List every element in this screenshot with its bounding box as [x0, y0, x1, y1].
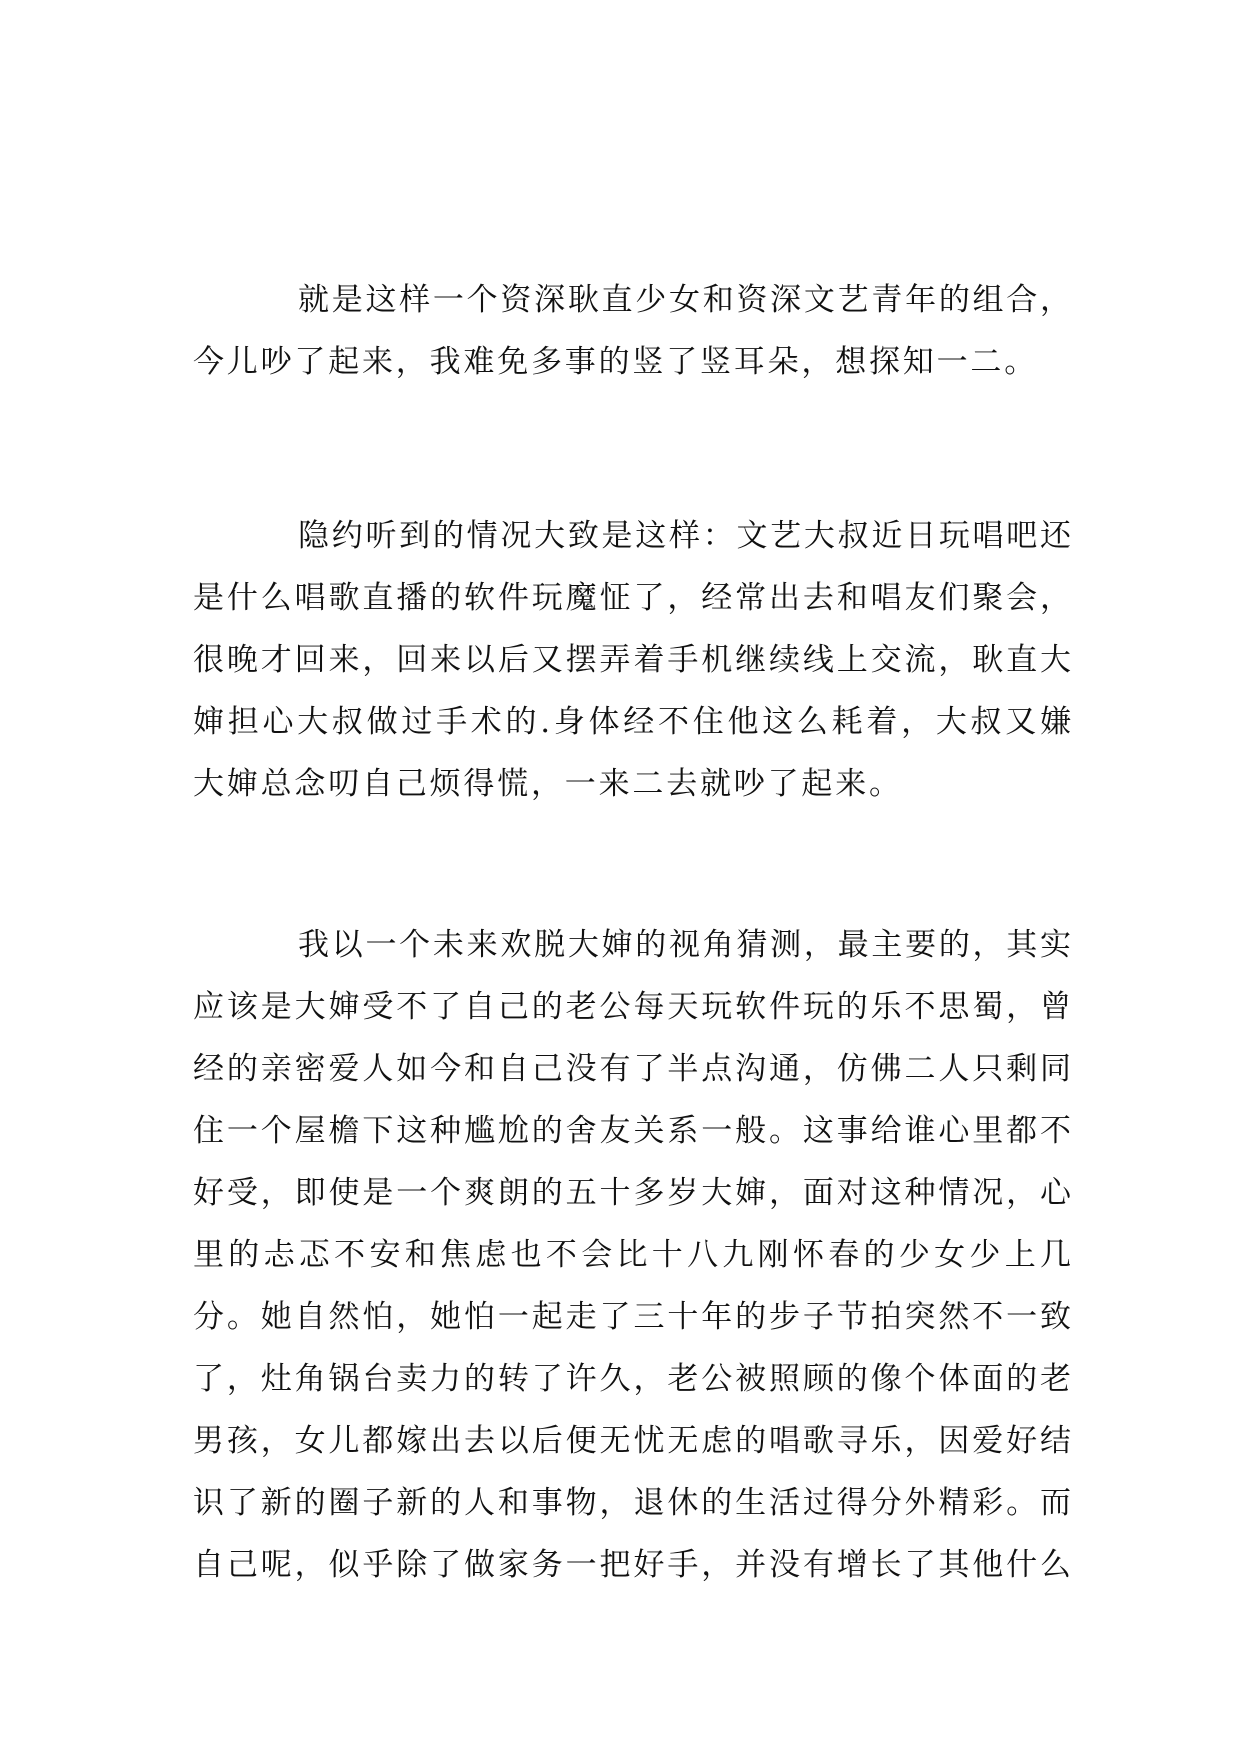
text-line: 我以一个未来欢脱大婶的视角猜测，最主要的，其实 [298, 927, 1073, 963]
text-line: 大婶总念叨自己烦得慌，一来二去就吵了起来。 [193, 766, 903, 802]
text-line: 了，灶角锅台卖力的转了许久，老公被照顾的像个体面的老 [193, 1361, 1073, 1397]
text-line: 应该是大婶受不了自己的老公每天玩软件玩的乐不思蜀，曾 [193, 989, 1073, 1025]
text-line: 就是这样一个资深耿直少女和资深文艺青年的组合， [298, 282, 1073, 318]
text-line: 是什么唱歌直播的软件玩魔怔了，经常出去和唱友们聚会， [193, 580, 1073, 616]
text-line: 很晚才回来，回来以后又摆弄着手机继续线上交流，耿直大 [193, 642, 1073, 678]
text-line: 经的亲密爱人如今和自己没有了半点沟通，仿佛二人只剩同 [193, 1051, 1073, 1087]
text-line: 识了新的圈子新的人和事物，退休的生活过得分外精彩。而 [193, 1485, 1073, 1521]
text-line: 婶担心大叔做过手术的.身体经不住他这么耗着，大叔又嫌 [193, 704, 1073, 740]
text-line: 里的忐忑不安和焦虑也不会比十八九刚怀春的少女少上几 [193, 1237, 1073, 1273]
text-line: 隐约听到的情况大致是这样：文艺大叔近日玩唱吧还 [298, 518, 1073, 554]
text-line: 住一个屋檐下这种尴尬的舍友关系一般。这事给谁心里都不 [193, 1113, 1073, 1149]
paragraph-3 [193, 914, 1073, 1596]
paragraph-2 [193, 505, 1073, 815]
text-line: 分。她自然怕，她怕一起走了三十年的步子节拍突然不一致 [193, 1299, 1073, 1335]
text-line: 好受，即使是一个爽朗的五十多岁大婶，面对这种情况，心 [193, 1175, 1073, 1211]
paragraph-1 [193, 269, 1073, 393]
text-line: 自己呢，似乎除了做家务一把好手，并没有增长了其他什么 [193, 1547, 1073, 1583]
text-line: 今儿吵了起来，我难免多事的竖了竖耳朵，想探知一二。 [193, 344, 1038, 380]
text-line: 男孩，女儿都嫁出去以后便无忧无虑的唱歌寻乐，因爱好结 [193, 1423, 1073, 1459]
